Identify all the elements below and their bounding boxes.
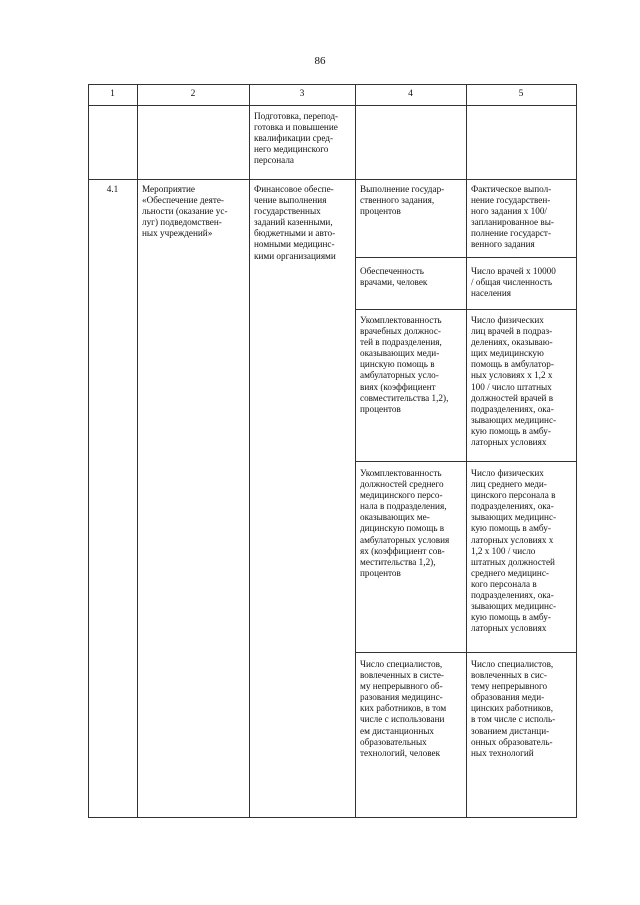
column-header: 2: [190, 89, 196, 99]
column-border: [355, 84, 356, 817]
indicator-formula: Число физических лиц врачей в подраз- делениях, оказываю- щих медицинскую помощь в амбулатор- ных условиях х 1,2 х 100 / число штатных должностей врачей в подразделениях, ока- зывающих медицинс- кую помощь в амбу- латорных условиях: [471, 315, 557, 448]
indicator-formula: Число физических лиц среднего меди- цинского персонала в подразделениях, ока- зывающих медицинс- кую помощь в амбу- латорных условиях х 1,2 х 100 / число штатных должностей среднего медицинс- кого персонала в подразделениях, ока- зывающих медицинс- кую помощь в амбу- латорных условиях: [471, 468, 557, 634]
column-header: 4: [408, 89, 413, 99]
column-border: [466, 84, 467, 817]
indicator-name: Укомплектованность врачебных должнос- тей в подразделения, оказывающих меди- цинскую помощь в амбулаторных усло- виях (коэффициент совместительства 1,2), процентов: [360, 315, 449, 414]
indicator-formula: Фактическое выпол- нение государствен- ного задания х 100/ запланированное вы- полнение государст- венного задания: [471, 184, 554, 250]
column-header: 3: [299, 89, 305, 99]
section-number: 4.1: [106, 184, 119, 194]
column-header: 5: [518, 89, 524, 99]
indicator-table: [88, 84, 577, 817]
indicator-formula: Число врачей х 10000 / общая численность населения: [471, 266, 556, 299]
column-border: [576, 84, 577, 817]
table-top-border: [88, 84, 577, 85]
column-border: [137, 84, 138, 817]
indicator-name: Число специалистов, вовлеченных в систе- му непрерывного об- разования медицинс- ких работников, в том числе с использовани ем дистанционных образовательных технологий, человек: [360, 659, 447, 758]
indicator-name: Укомплектованность должностей среднего медицинского персо- нала в подразделения, оказывающих ме- дицинскую помощь в амбулаторных условия ях (коэффициент сов- местительства 1,2), процентов: [360, 468, 450, 578]
indicator-formula: Число специалистов, вовлеченных в сис- тему непрерывного образования меди- цинских работников, в том числе с исполь- зованием дистанци- онных образователь- ных технологий: [471, 659, 556, 758]
indicator-name: Выполнение государ- ственного задания, процентов: [360, 184, 445, 217]
indicator-name: Обеспеченность врачами, человек: [360, 266, 428, 288]
column-border: [249, 84, 250, 817]
table-bottom-border: [88, 817, 577, 818]
page-number: 86: [314, 55, 326, 67]
row-divider: [88, 179, 577, 180]
header-divider: [88, 105, 577, 106]
training-text: Подготовка, перепод- готовка и повышение квалификации сред- него медицинского персонала: [254, 111, 339, 166]
activity-name: Мероприятие «Обеспечение деяте- льности (оказание ус- луг) подведомствен- ных учреждений»: [142, 184, 228, 239]
column-header: 1: [110, 89, 115, 99]
activity-description: Финансовое обеспе- чение выполнения государственных заданий казенными, бюджетными и авто- номными медицинс- кими организациями: [254, 184, 336, 261]
